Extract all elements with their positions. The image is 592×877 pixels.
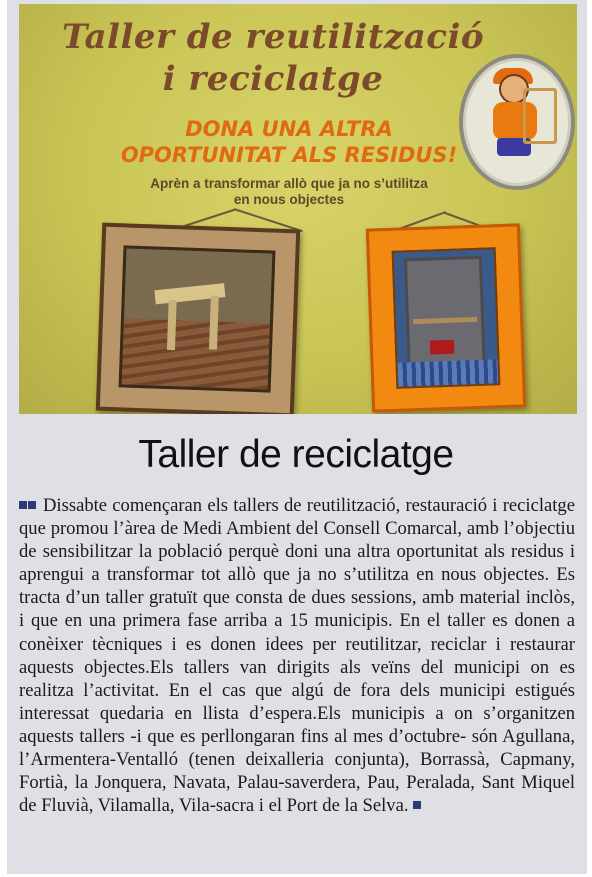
- double-square-marker-icon: [19, 494, 37, 517]
- cabinet-shelf: [413, 317, 477, 324]
- poster-subtitle: [89, 176, 489, 208]
- article-body-text: Dissabte començaran els tallers de reutilització, restauració i reciclatge que promou l’àrea de Medi Ambient del Consell Comarcal, amb l’objectiu de sensibilitzar la població perquè doni una altra oportunitat als residus i aprengui a transformar tot allò que ja no s’utilitza en nous objectes. Es tracta d’un taller gratuït que consta de dues sessions, amb material inclòs, i que en una primera fase arriba a 15 municipis. En el taller es donen a conèixer tècniques i es donen idees per reutilitzar, reciclar i restaurar aquests objectes.Els tallers van dirigits als veïns del municipi on es realitza l’activitat. En el cas que algú de fora dels municipi estigués interessat quedaria en llista d’espera.Els municipis a on s’organitzen aquests tallers -i que es perllongaran fins al mes d’octubre- són Agullana, l’Armentera-Ventalló (tenen deixalleria conjunta), Borrassà, Capmany, Fortià, la Jonquera, Navata, Palau-saverdera, Pau, Peralada, Sant Miquel de Fluvià, Vilamalla, Vila-sacra i el Port de la Selva.: [19, 495, 575, 817]
- poster-subtitle-line-2: en nous objectes: [233, 192, 345, 207]
- poster-slogan-line-2: OPORTUNITAT ALS RESIDUS!: [120, 143, 458, 167]
- blue-tiles: [398, 359, 499, 389]
- poster-slogan: [79, 116, 499, 168]
- poster-title: [53, 16, 493, 100]
- chair-icon: [523, 88, 557, 144]
- poster-title-line-2: i reciclatge: [162, 59, 384, 99]
- stool-photo: [119, 245, 276, 392]
- recycling-character-badge: [459, 54, 575, 190]
- article-body: [19, 494, 575, 817]
- wood-floor: [122, 318, 270, 389]
- article-headline: Taller de reciclatge: [138, 433, 454, 476]
- poster-subtitle-line-1: Aprèn a transformar allò que ja no s’utilitza: [150, 176, 428, 191]
- cabinet-photo: [392, 247, 501, 389]
- red-box: [430, 340, 454, 355]
- poster-slogan-line-1: DONA UNA ALTRA: [185, 117, 393, 141]
- picture-frame-stool: [96, 223, 300, 414]
- article-photo-poster: [19, 4, 577, 414]
- picture-frame-cabinet: [366, 223, 526, 412]
- cabinet: [404, 256, 486, 375]
- poster-title-line-1: Taller de reutilització: [61, 17, 485, 57]
- square-end-marker-icon: [413, 794, 421, 817]
